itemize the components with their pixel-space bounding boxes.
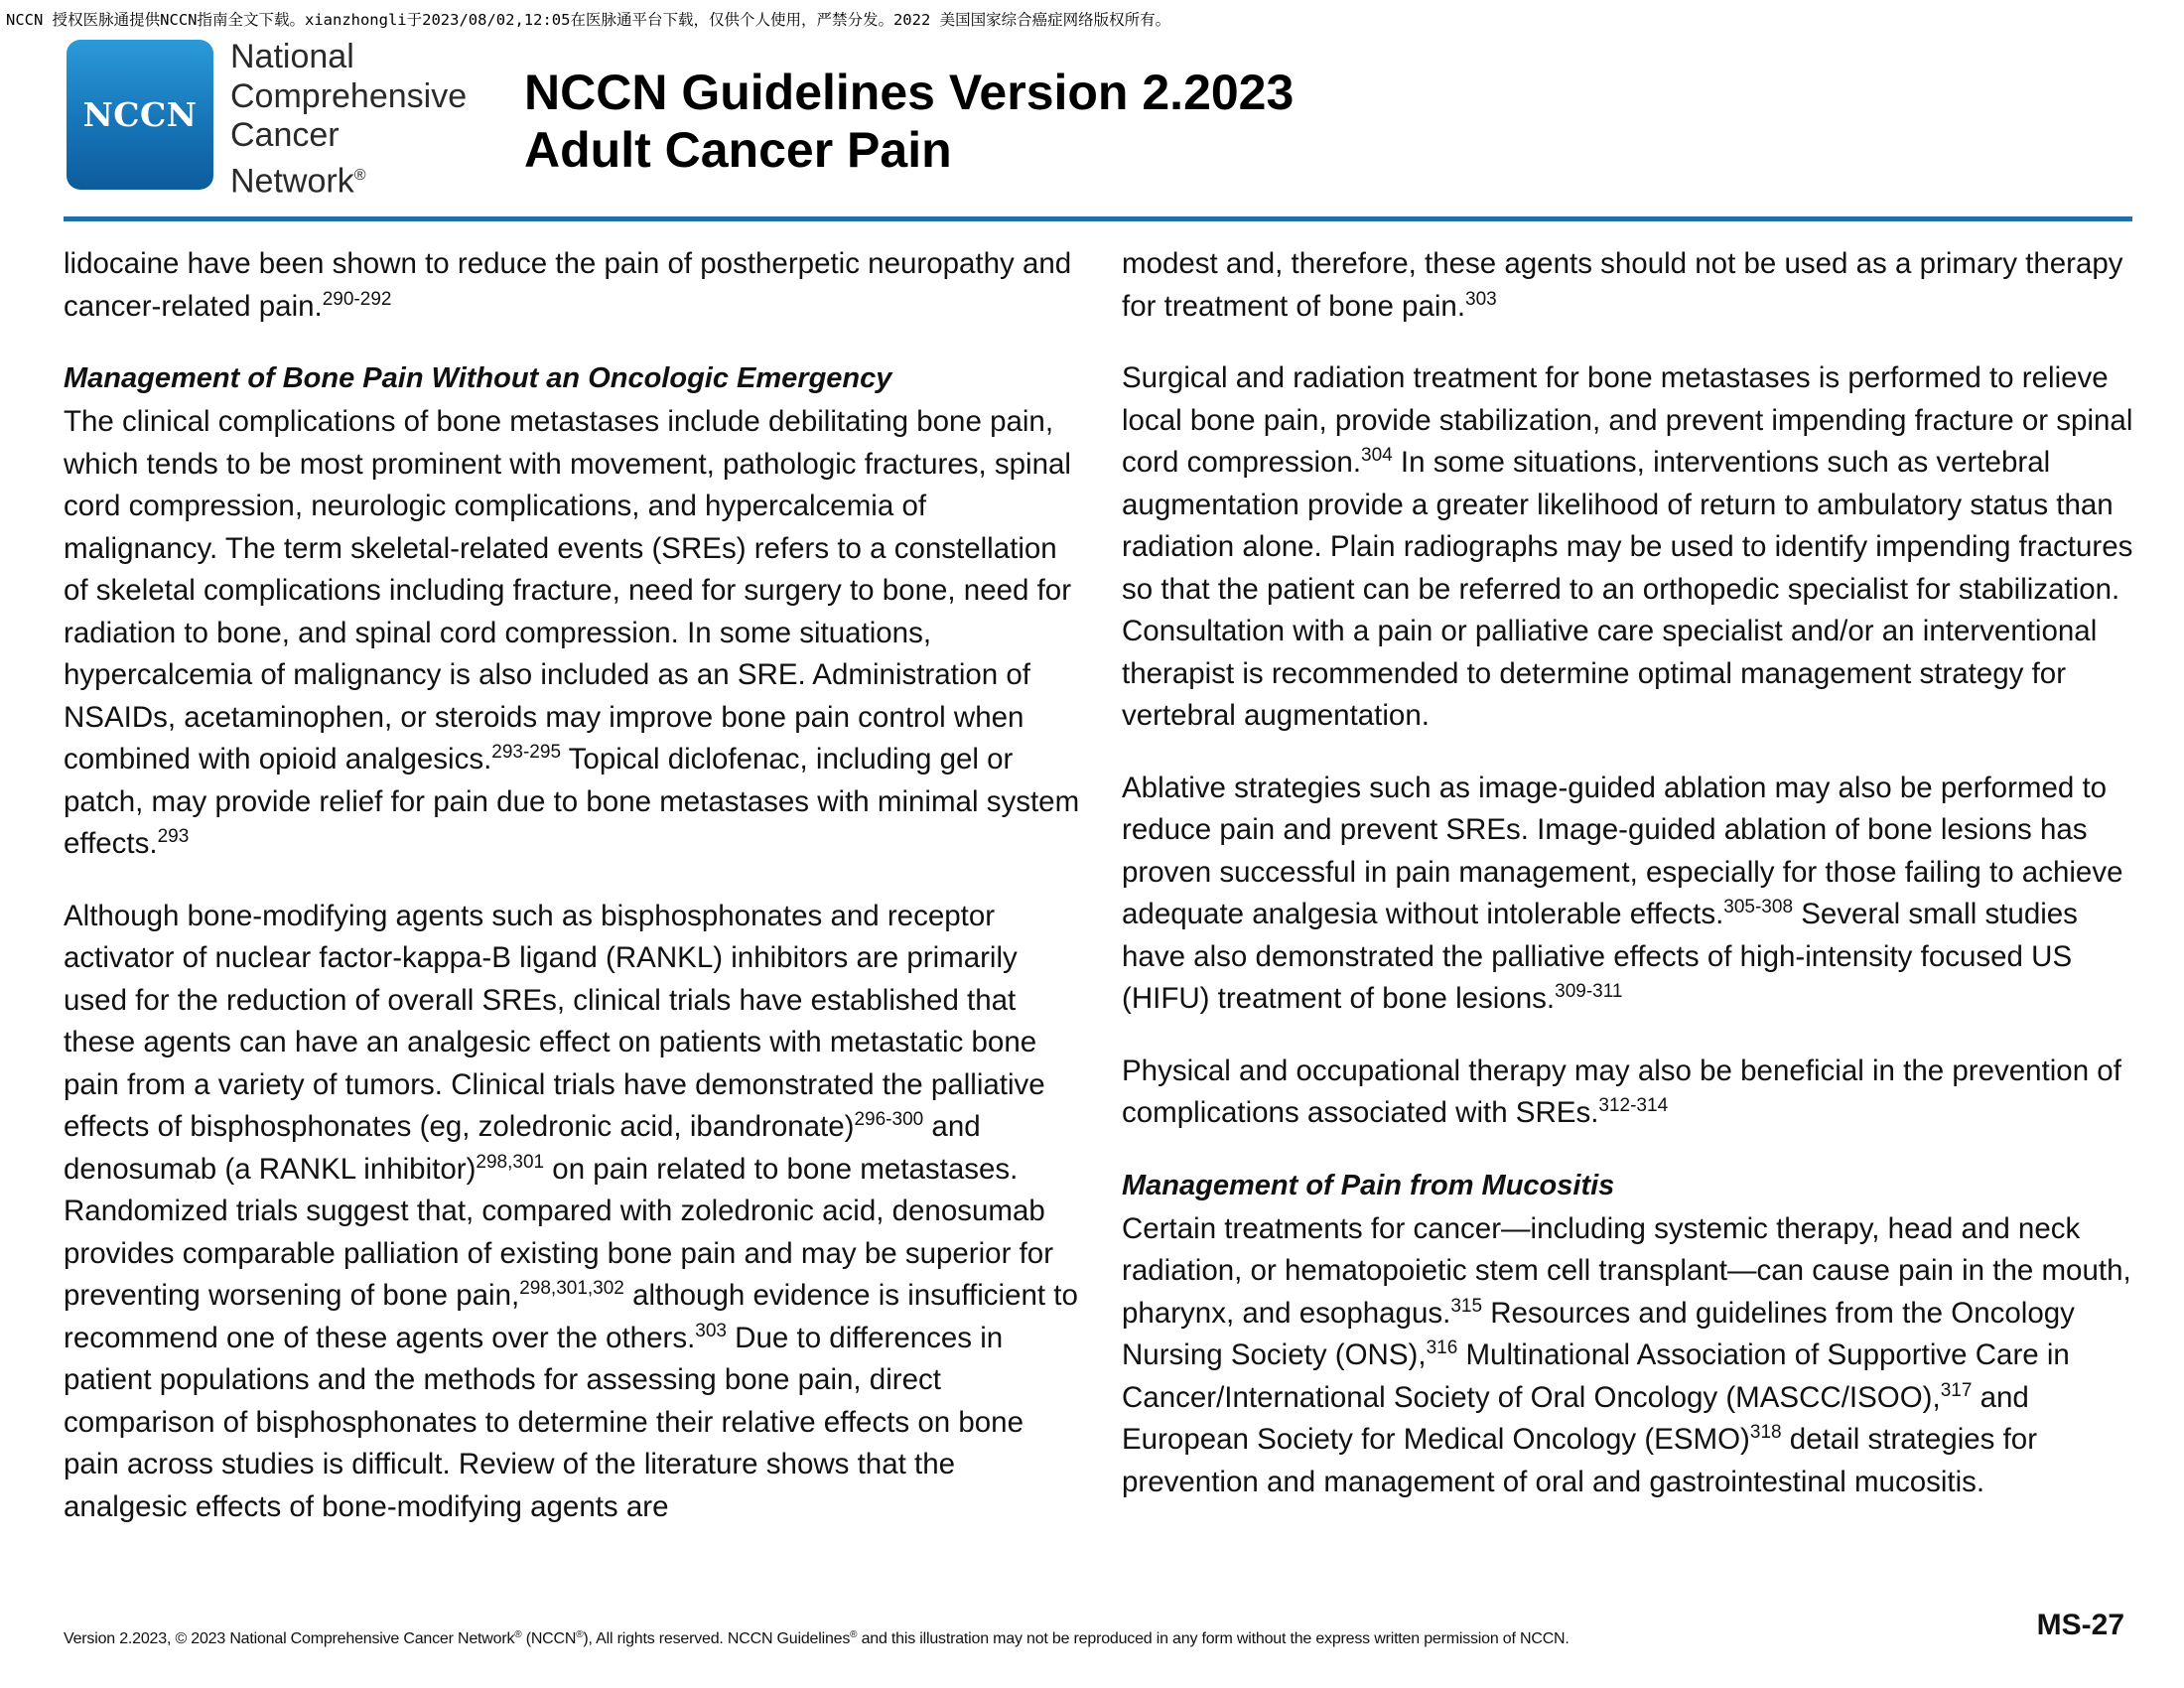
text: Physical and occupational therapy may also be beneficial in the prevention of complications associated with SREs.	[1122, 1054, 2121, 1129]
citation: 290-292	[322, 288, 392, 310]
left-column	[64, 243, 1086, 1528]
paragraph	[1122, 1208, 2139, 1504]
citation: 303	[1465, 288, 1497, 310]
paragraph	[64, 243, 1086, 328]
citation: 304	[1361, 445, 1393, 466]
right-column	[1122, 243, 2139, 1503]
citation: 309-311	[1555, 981, 1623, 1002]
text: and denosumab (a RANKL inhibitor)	[64, 1110, 981, 1186]
citation: 316	[1426, 1337, 1458, 1358]
citation: 298,301,302	[519, 1278, 624, 1299]
paragraph	[1122, 243, 2139, 328]
registered-mark: ®	[514, 1629, 522, 1640]
title-line-topic: Adult Cancer Pain	[524, 122, 952, 178]
text: modest and, therefore, these agents should not be used as a primary therapy for treatment of bone pain.	[1122, 247, 2123, 323]
citation: 305-308	[1723, 897, 1794, 917]
text: Topical diclofenac, including gel or patch, may provide relief for pain due to bone metastases with minimal system effects.	[64, 743, 1080, 860]
org-line: National	[230, 38, 354, 75]
text: Several small studies have also demonstrated the palliative effects of high-intensity focused US (HIFU) treatment of bone lesions.	[1122, 898, 2078, 1015]
footer-text: Version 2.2023, © 2023 National Comprehensive Cancer Network	[64, 1630, 515, 1647]
citation: 293	[157, 826, 190, 847]
footer-text: (NCCN	[521, 1630, 577, 1647]
page-number: MS-27	[2036, 1609, 2124, 1641]
text: In some situations, interventions such as vertebral augmentation provide a greater likelihood of return to ambulatory status than radiation alone. Plain radiographs may be used to identify impending fractures so that the patient can be referred to an orthopedic specialist for stabilization. Consultation with a pain or palliative care specialist and/or an interventional therapist is recommended to determine optimal management strategy for vertebral augmentation.	[1122, 446, 2133, 732]
title-line-version: NCCN Guidelines Version 2.2023	[524, 65, 1295, 120]
text: although evidence is insufficient to recommend one of these agents over the others.	[64, 1279, 1078, 1354]
paragraph	[64, 401, 1086, 866]
registered-mark: ®	[353, 166, 366, 184]
citation: 317	[1940, 1379, 1973, 1401]
download-watermark: NCCN 授权医脉通提供NCCN指南全文下载。xianzhongli于2023/08/02,12:05在医脉通平台下载，仅供个人使用，严禁分发。2022 美国国家综合癌症网络版权所有。	[6, 11, 1171, 29]
citation: 293-295	[491, 742, 562, 763]
registered-mark: ®	[850, 1629, 858, 1640]
citation: 296-300	[854, 1109, 924, 1130]
registered-mark: ®	[576, 1629, 584, 1640]
text: on pain related to bone metastases. Randomized trials suggest that, compared with zoledronic acid, denosumab provides comparable palliation of existing bone pain and may be superior for preventing worsening of bone pain,	[64, 1152, 1054, 1312]
text: Multinational Association of Supportive Care in Cancer/International Society of Oral Oncology (MASCC/ISOO),	[1122, 1338, 2070, 1414]
org-name	[230, 38, 467, 201]
paragraph	[1122, 357, 2139, 738]
text: and European Society for Medical Oncology (ESMO)	[1122, 1380, 2029, 1456]
text: Due to differences in patient populations and the methods for assessing bone pain, direct comparison of bisphosphonates to determine their relative effects on bone pain across studies is difficult. Review of the literature shows that the analgesic effects of bone-modifying agents are	[64, 1321, 1024, 1523]
section-heading-bone-pain: Management of Bone Pain Without an Oncologic Emergency	[64, 362, 892, 394]
footer-text: ), All rights reserved. NCCN Guidelines	[583, 1630, 851, 1647]
org-line: Cancer	[230, 116, 340, 154]
citation: 318	[1749, 1422, 1782, 1443]
header-divider	[64, 216, 2132, 221]
text: Certain treatments for cancer—including systemic therapy, head and neck radiation, or hematopoietic stem cell transplant—can cause pain in the mouth, pharynx, and esophagus.	[1122, 1211, 2131, 1330]
document-title	[524, 64, 1294, 179]
org-line-network	[230, 156, 467, 202]
citation: 315	[1450, 1295, 1483, 1317]
citation: 298,301	[476, 1151, 545, 1173]
text: The clinical complications of bone metastases include debilitating bone pain, which tends to be most prominent with movement, pathologic fractures, spinal cord compression, neurologic complications, and hypercalcemia of malignancy. The term skeletal-related events (SREs) refers to a constellation of skeletal complications including fracture, need for surgery to bone, need for radiation to bone, and spinal cord compression. In some situations, hypercalcemia of malignancy is also included as an SRE. Administration of NSAIDs, acetaminophen, or steroids may improve bone pain control when combined with opioid analgesics.	[64, 405, 1072, 775]
nccn-logo	[67, 40, 213, 190]
text: Resources and guidelines from the Oncology Nursing Society (ONS),	[1122, 1296, 2075, 1371]
paragraph	[1122, 1051, 2139, 1135]
footer-text: and this illustration may not be reproduced in any form without the express written permission of NCCN.	[857, 1630, 1570, 1647]
org-line: Network	[230, 161, 354, 200]
paragraph	[1122, 768, 2139, 1021]
text: detail strategies for prevention and management of oral and gastrointestinal mucositis.	[1122, 1423, 2038, 1498]
citation: 312-314	[1598, 1095, 1669, 1116]
text: Ablative strategies such as image-guided ablation may also be performed to reduce pain and prevent SREs. Image-guided ablation of bone lesions has proven successful in pain management, especially for those failing to achieve adequate analgesia without intolerable effects.	[1122, 771, 2123, 930]
text: lidocaine have been shown to reduce the pain of postherpetic neuropathy and cancer-related pain.	[64, 247, 1072, 323]
paragraph	[64, 896, 1086, 1529]
logo-text: NCCN	[82, 95, 198, 134]
citation: 303	[695, 1320, 727, 1341]
org-line: Comprehensive	[230, 76, 468, 115]
copyright-footer	[64, 1630, 1570, 1648]
text: Although bone-modifying agents such as bisphosphonates and receptor activator of nuclear factor-kappa-B ligand (RANKL) inhibitors are primarily used for the reduction of overall SREs, clinical trials have established that these agents can have an analgesic effect on patients with metastatic bone pain from a variety of tumors. Clinical trials have demonstrated the palliative effects of bisphosphonates (eg, zoledronic acid, ibandronate)	[64, 899, 1045, 1143]
text: Surgical and radiation treatment for bone metastases is performed to relieve local bone pain, provide stabilization, and prevent impending fracture or spinal cord compression.	[1122, 361, 2133, 479]
section-heading-mucositis: Management of Pain from Mucositis	[1122, 1169, 1615, 1201]
